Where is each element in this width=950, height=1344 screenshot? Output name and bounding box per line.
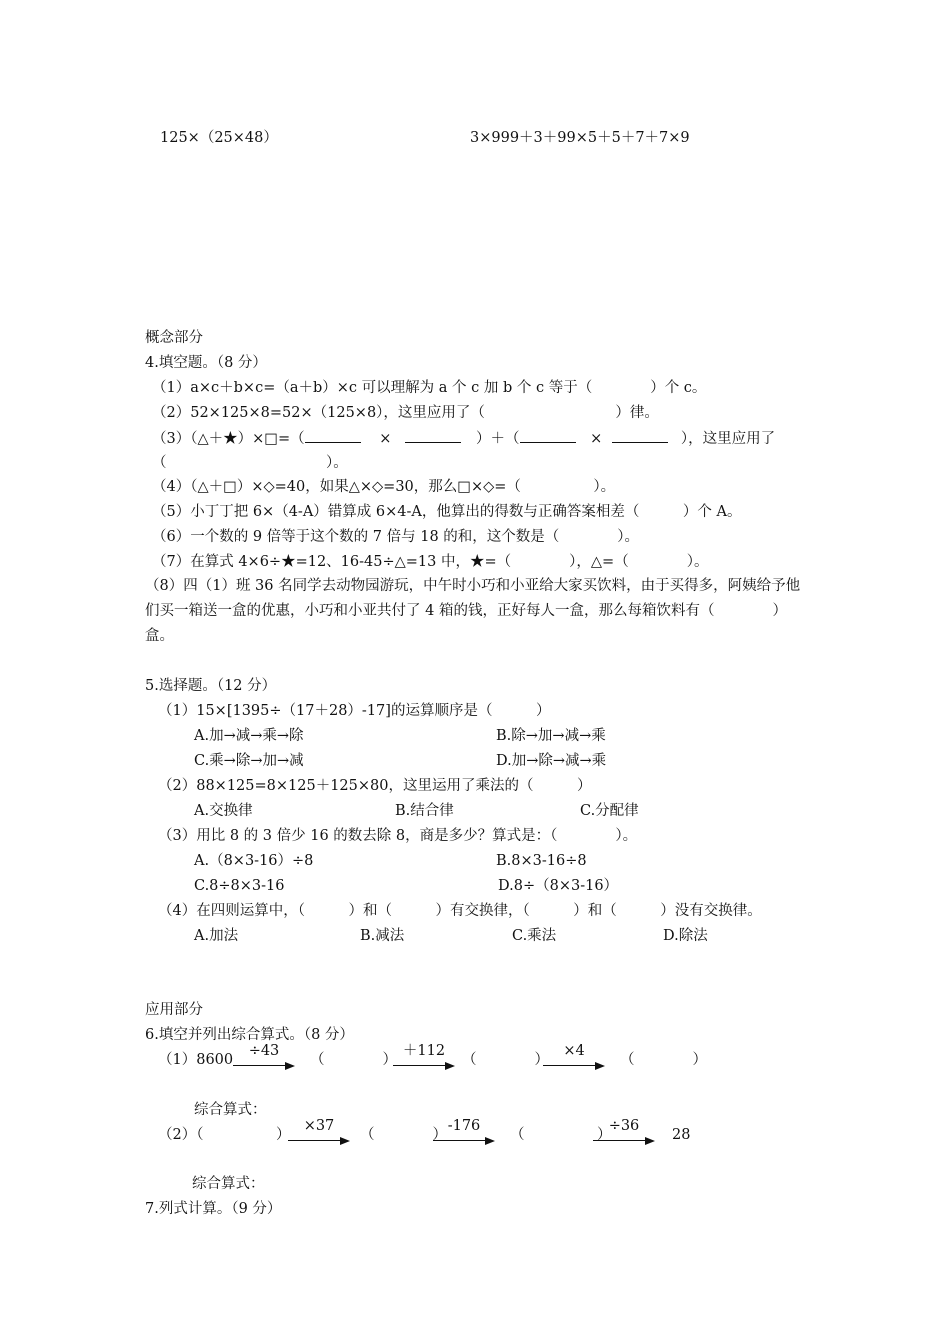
arrow-head-icon [445,1062,455,1070]
question-4-title: 4.填空题。（8 分） [145,355,267,371]
question-5-2-option-a: A.交换律 [194,803,253,819]
question-5-4-option-b: B.减法 [360,928,405,944]
question-4-3-part-e: ），这里应用了 [680,431,776,447]
blank-underline [405,428,461,443]
question-4-8: （8）四（1）班 36 名同学去动物园游玩，中午时小巧和小亚给大家买饮料，由于买得多，阿姨给予他们买一箱送一盒的优惠，小巧和小亚共付了 4 箱的钱，正好每人一盒，那么每箱饮料有（ ）盒。 [145,578,801,644]
question-4-7: （7）在算式 4×6÷★=12、16-45÷△=13 中，★=（ ），△=（ ）。 [152,554,709,570]
arrow-line [593,1140,647,1141]
question-5-1-option-d: D.加→除→减→乘 [496,753,607,769]
flow-1-blank-2: （ ） [462,1052,549,1068]
calc-expression-1: 125×（25×48） [160,130,278,146]
flow-2-operation-3: ÷36 [608,1118,640,1134]
flow-1-arrow-3 [543,1044,605,1068]
flow-2-blank-1: （ ） [360,1127,447,1143]
question-5-3: （3）用比 8 的 3 倍少 16 的数去除 8，商是多少？算式是：（ ）。 [158,828,638,844]
question-5-1-option-b: B.除→加→减→乘 [496,728,606,744]
blank-underline [305,428,361,443]
section-heading-application: 应用部分 [145,1002,203,1018]
flow-1-arrow-1 [233,1044,295,1068]
arrow-head-icon [340,1137,350,1145]
question-5-2-option-b: B.结合律 [395,803,454,819]
question-6-title: 6.填空并列出综合算式。（8 分） [145,1027,354,1043]
question-5-1-option-a: A.加→减→乘→除 [194,728,304,744]
flow-2-operation-1: ×37 [303,1118,335,1134]
times-sign: × [379,431,392,447]
question-5-3-option-b: B.8×3-16÷8 [496,853,587,869]
flow-1-blank-3: （ ） [620,1052,707,1068]
arrow-head-icon [595,1062,605,1070]
flow-2-arrow-2 [433,1119,495,1143]
question-5-4-option-c: C.乘法 [512,928,557,944]
flow-1-arrow-2 [393,1044,455,1068]
question-5-1: （1）15×[1395÷（17＋28）-17]的运算顺序是（ ） [158,703,551,719]
question-4-5: （5）小丁丁把 6×（4-A）错算成 6×4-A，他算出的得数与正确答案相差（ ）个 A。 [152,504,742,520]
question-5-4-option-a: A.加法 [194,928,239,944]
question-5-2-option-c: C.分配律 [580,803,639,819]
formula-label-1: 综合算式： [194,1102,267,1118]
blank-underline [612,428,668,443]
question-5-title: 5.选择题。（12 分） [145,678,277,694]
question-5-4: （4）在四则运算中，（ ）和（ ）有交换律，（ ）和（ ）没有交换律。 [158,903,762,919]
question-4-4: （4）（△＋□）×◇=40，如果△×◇=30，那么□×◇=（ ）。 [152,479,616,495]
question-5-3-option-d: D.8÷（8×3-16） [498,878,619,894]
flow-1-operation-2: ＋112 [402,1043,446,1059]
arrow-line [288,1140,342,1141]
arrow-line [433,1140,487,1141]
blank-underline [520,428,576,443]
flow-1-start: （1）8600 [158,1052,234,1068]
question-4-3-continuation: （ ）。 [152,455,348,471]
question-5-4-option-d: D.除法 [663,928,708,944]
question-5-3-option-a: A.（8×3-16）÷8 [194,853,314,869]
arrow-head-icon [285,1062,295,1070]
arrow-head-icon [485,1137,495,1145]
question-4-3 [152,428,775,449]
question-4-3-part-a: （3）（△＋★）×□=（ [152,431,305,447]
arrow-head-icon [645,1137,655,1145]
section-heading-concept: 概念部分 [145,330,203,346]
question-5-2: （2）88×125=8×125＋125×80，这里运用了乘法的（ ） [158,778,592,794]
flow-1-operation-3: ×4 [563,1043,585,1059]
arrow-line [233,1065,287,1066]
question-4-1: （1）a×c＋b×c=（a＋b）×c 可以理解为 a 个 c 加 b 个 c 等于（ ）个 c。 [152,380,707,396]
flow-2-result: 28 [672,1127,691,1143]
question-7-title: 7.列式计算。（9 分） [145,1201,282,1217]
flow-2-blank-2: （ ） [510,1127,612,1143]
flow-2-arrow-3 [593,1119,655,1143]
question-4-6: （6）一个数的 9 倍等于这个数的 7 倍与 18 的和，这个数是（ ）。 [152,529,640,545]
formula-label-2: 综合算式： [192,1176,265,1192]
calc-expression-2: 3×999＋3＋99×5＋5＋7＋7×9 [470,130,690,146]
flow-2-arrow-1 [288,1119,350,1143]
times-sign: × [590,431,603,447]
question-4-2: （2）52×125×8=52×（125×8），这里应用了（ ）律。 [152,405,659,421]
flow-1-blank-1: （ ） [310,1052,397,1068]
flow-2-start: （2）（ ） [158,1127,291,1143]
question-5-3-option-c: C.8÷8×3-16 [194,878,285,894]
question-5-1-option-c: C.乘→除→加→减 [194,753,304,769]
arrow-line [543,1065,597,1066]
flow-2-operation-2: -176 [447,1118,481,1134]
arrow-line [393,1065,447,1066]
question-4-3-part-c: ）＋（ [476,431,520,447]
flow-1-operation-1: ÷43 [248,1043,280,1059]
